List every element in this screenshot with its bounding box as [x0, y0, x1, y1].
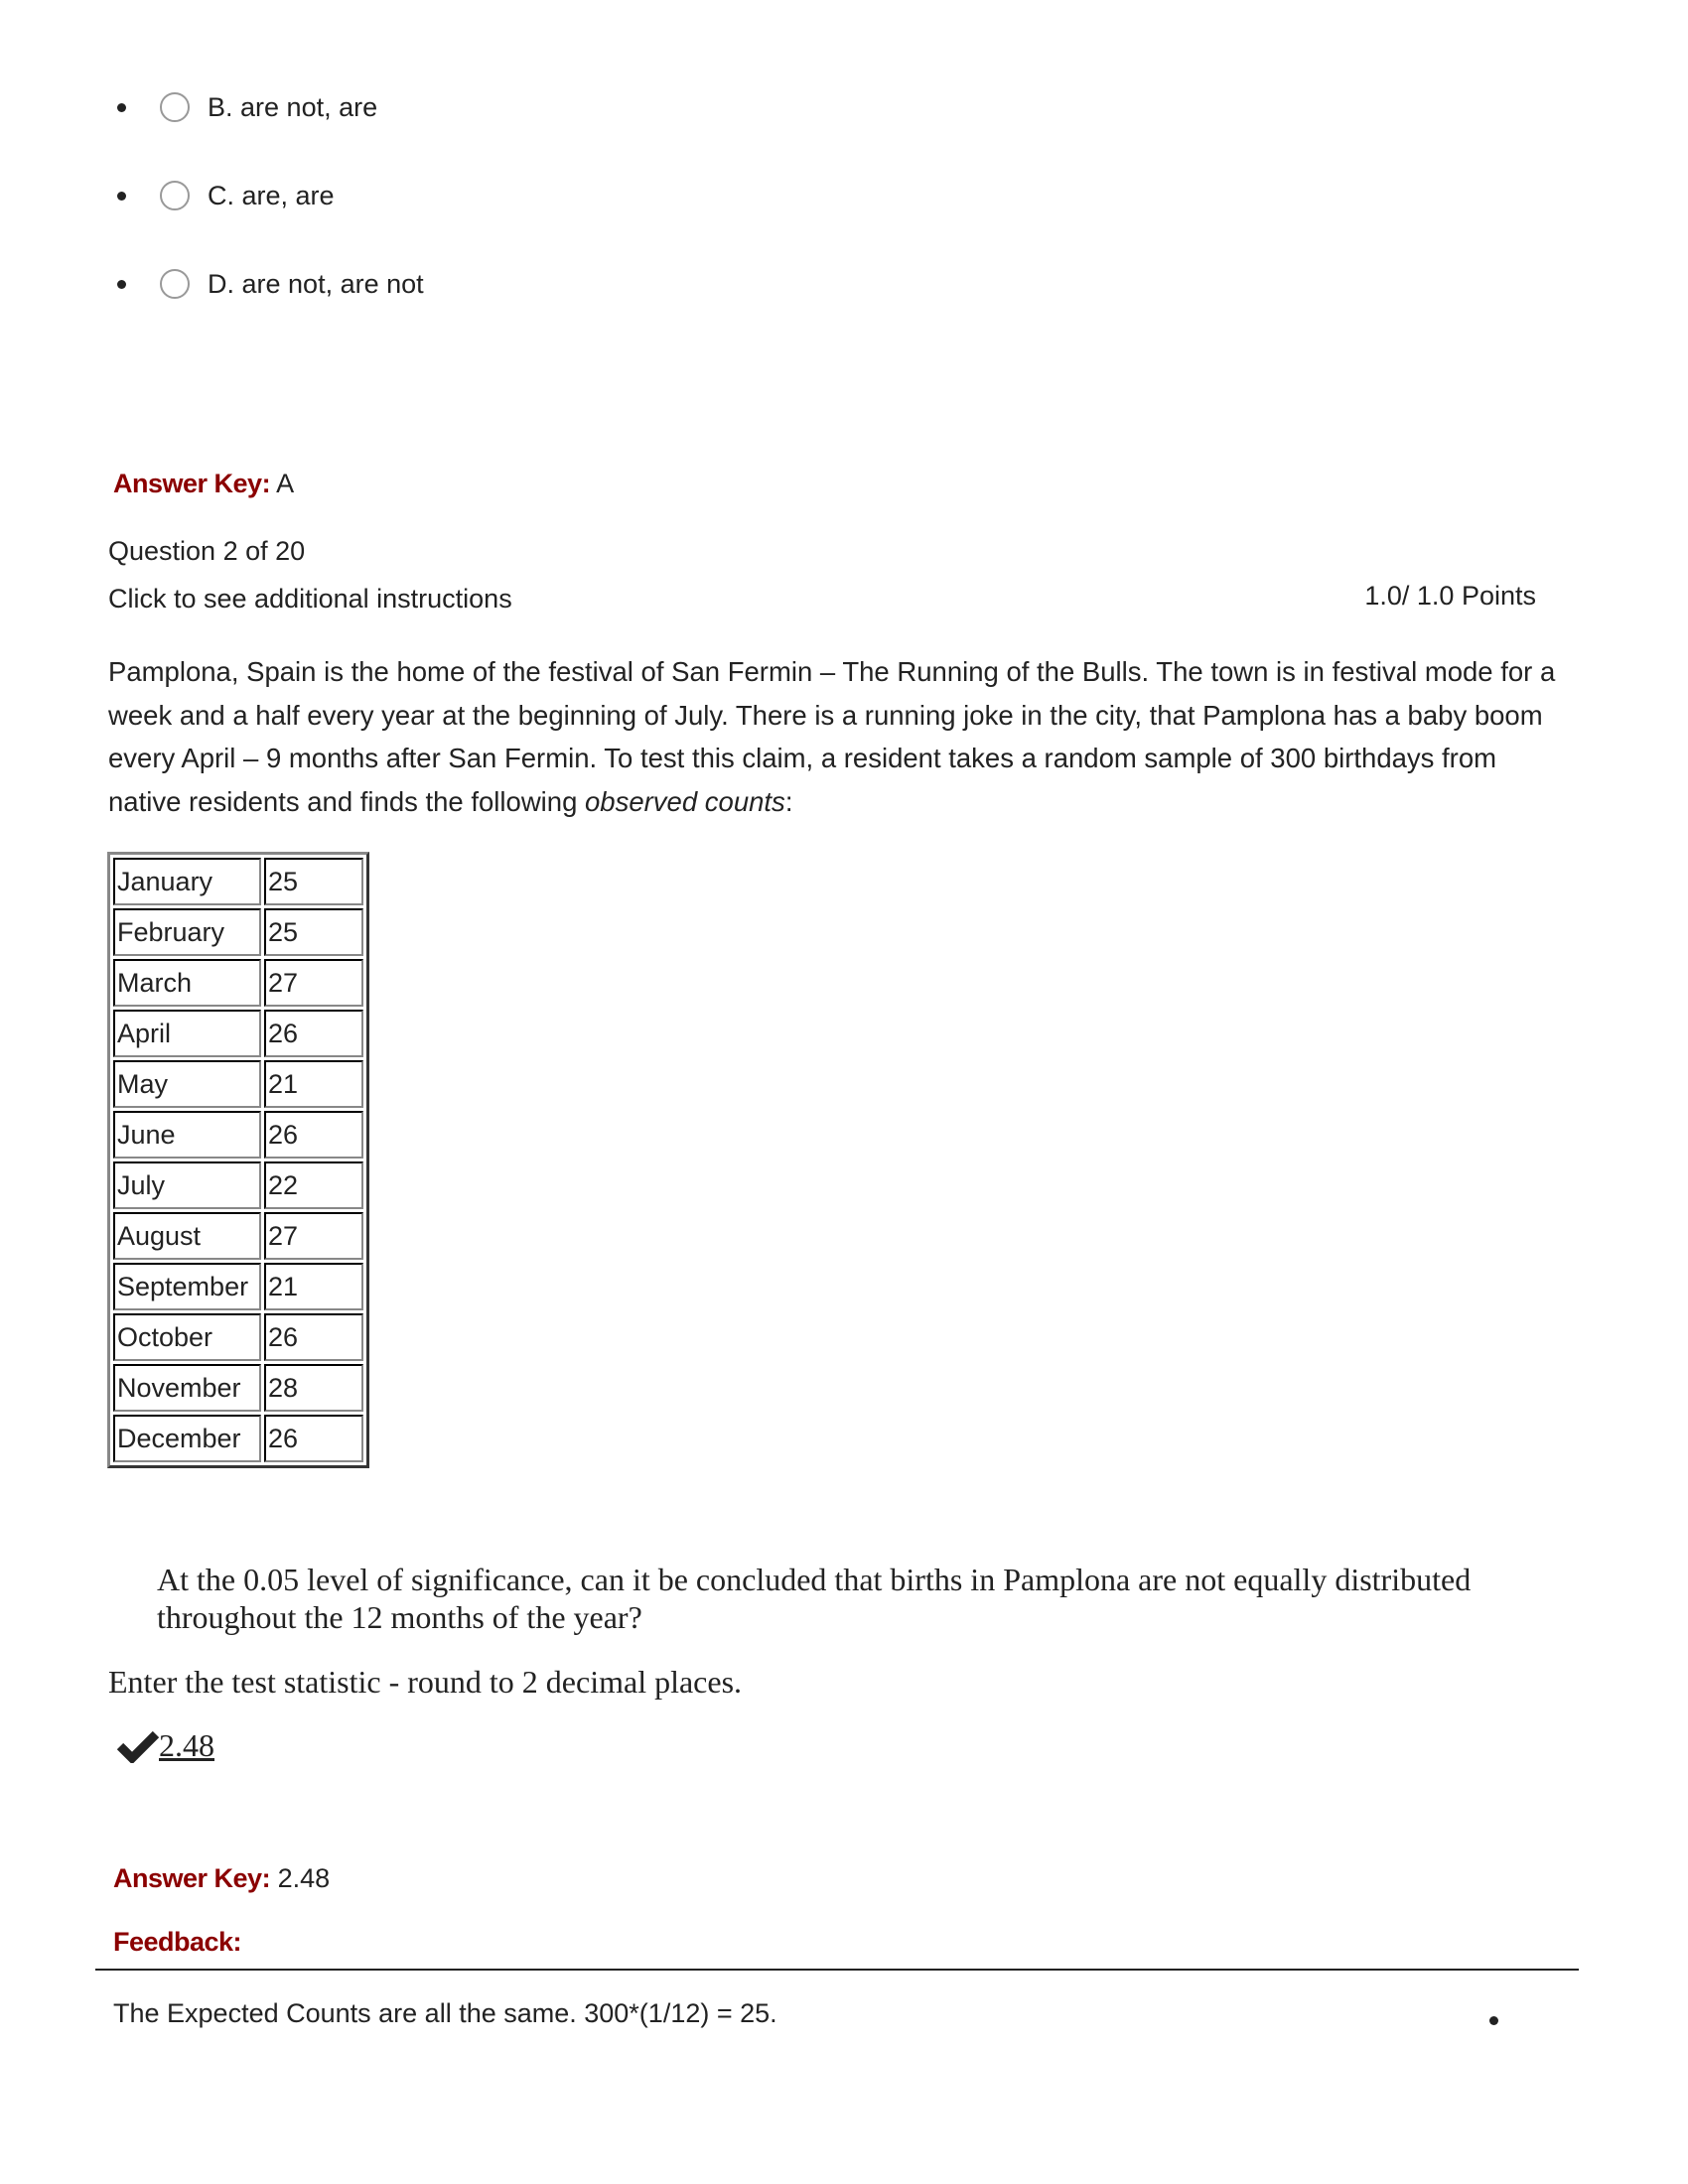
response	[117, 1727, 214, 1764]
option-letter: B.	[208, 91, 233, 122]
table-row	[113, 1060, 363, 1108]
table-row	[113, 1212, 363, 1260]
count-cell: 22	[264, 1161, 363, 1209]
option-d[interactable]	[117, 264, 424, 304]
month-cell: November	[113, 1364, 261, 1412]
count-cell: 25	[264, 858, 363, 905]
month-cell: September	[113, 1263, 261, 1310]
points: 1.0/ 1.0 Points	[1364, 581, 1536, 611]
question-emphasis: observed counts	[585, 785, 785, 817]
month-cell: March	[113, 959, 261, 1007]
count-cell: 26	[264, 1111, 363, 1159]
month-cell: January	[113, 858, 261, 905]
table-row	[113, 1161, 363, 1209]
question-prompt: At the 0.05 level of significance, can it be concluded that births in Pamplona are not equally distributed throughout the 12 months of the year?	[157, 1562, 1472, 1635]
radio-button[interactable]	[160, 92, 190, 122]
feedback-text: The Expected Counts are all the same. 300*(1/12) = 25.	[113, 1998, 777, 2028]
table-row	[113, 1111, 363, 1159]
table-row	[113, 1364, 363, 1412]
table-row	[113, 959, 363, 1007]
count-cell: 25	[264, 908, 363, 956]
radio-button[interactable]	[160, 269, 190, 299]
answer-key-value: 2.48	[277, 1863, 331, 1893]
month-cell: August	[113, 1212, 261, 1260]
month-cell: December	[113, 1415, 261, 1462]
month-cell: May	[113, 1060, 261, 1108]
table-row	[113, 1415, 363, 1462]
bullet-icon	[117, 103, 126, 112]
month-cell: July	[113, 1161, 261, 1209]
divider	[95, 1969, 1579, 1971]
count-cell: 26	[264, 1313, 363, 1361]
month-cell: April	[113, 1010, 261, 1057]
count-cell: 28	[264, 1364, 363, 1412]
table-row	[113, 1263, 363, 1310]
count-cell: 27	[264, 959, 363, 1007]
count-cell: 21	[264, 1060, 363, 1108]
count-cell: 26	[264, 1415, 363, 1462]
month-cell: June	[113, 1111, 261, 1159]
option-c[interactable]	[117, 176, 335, 215]
answer-key-value: A	[276, 469, 295, 498]
question-body	[108, 650, 1558, 823]
option-text: are, are	[241, 180, 335, 210]
question-end: :	[784, 785, 793, 817]
count-cell: 27	[264, 1212, 363, 1260]
option-letter: C.	[208, 180, 234, 210]
count-cell: 21	[264, 1263, 363, 1310]
option-b[interactable]	[117, 87, 377, 127]
answer-key-2	[113, 1863, 330, 1894]
answer-key-1	[113, 469, 294, 499]
observed-counts-table	[107, 852, 369, 1468]
table-row	[113, 1313, 363, 1361]
answer-key-label: Answer Key:	[113, 1863, 271, 1893]
option-letter: D.	[208, 268, 234, 299]
table-row	[113, 858, 363, 905]
table-row	[113, 908, 363, 956]
table-row	[113, 1010, 363, 1057]
response-value: 2.48	[159, 1727, 214, 1763]
count-cell: 26	[264, 1010, 363, 1057]
radio-button[interactable]	[160, 181, 190, 210]
question-text: Pamplona, Spain is the home of the festival of San Fermin – The Running of the Bulls. The town is in festival mode for a week and a half every year at the beginning of July. There is a running joke in the city, that Pamplona has a baby boom every April – 9 months after San Fermin. To test this claim, a resident takes a random sample of 300 birthdays from native residents and finds the following	[108, 656, 1556, 817]
question-counter: Question 2 of 20	[108, 536, 306, 566]
question-instruction: Enter the test statistic - round to 2 decimal places.	[108, 1664, 743, 1700]
bullet-icon	[117, 192, 126, 201]
option-text: are not, are not	[241, 268, 424, 299]
option-text: are not, are	[240, 91, 378, 122]
checkmark-icon	[117, 1729, 159, 1763]
answer-key-label: Answer Key:	[113, 469, 271, 498]
instructions-link[interactable]: Click to see additional instructions	[108, 584, 512, 614]
month-cell: February	[113, 908, 261, 956]
bullet-icon	[117, 280, 126, 289]
month-cell: October	[113, 1313, 261, 1361]
bullet-icon	[1489, 2016, 1498, 2025]
feedback-label: Feedback:	[113, 1927, 242, 1957]
